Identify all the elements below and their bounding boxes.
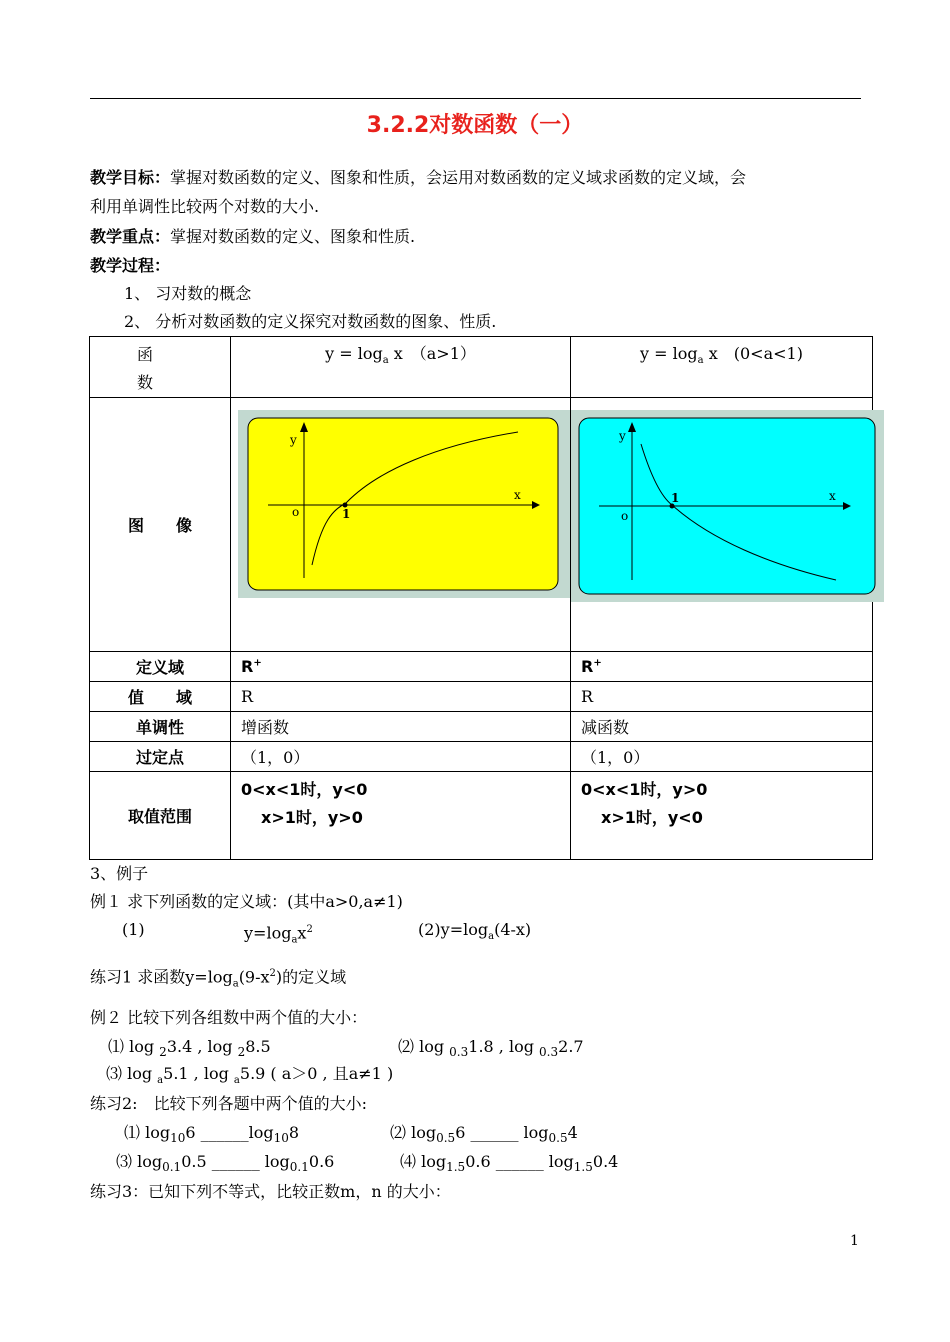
monotonic-left: 增函数 [231,712,571,742]
func-right-sub: a [697,355,704,367]
pr2-1s2: 10 [273,1131,289,1146]
pr2-3s2: 0.1 [289,1160,309,1175]
pr2-2a: ⑵ log [390,1123,437,1142]
example-2-part-2 [398,1035,584,1064]
pr1-sup: 2 [269,968,276,979]
pr2-1a: ⑴ log [124,1123,171,1142]
key-label: 教学重点： [90,227,171,246]
pr2-4s2: 1.5 [573,1160,593,1175]
fixed-point-row [90,742,873,772]
pr2-3s: 0.1 [162,1160,182,1175]
ex2-p3: ⑶ log [106,1064,158,1083]
graph-decreasing [571,410,884,602]
pr1-a: 练习1 求函数y=log [90,967,233,987]
func-left-text: y = log [325,344,383,363]
pr2-4s: 1.5 [446,1160,466,1175]
ex2-p1-sub2: 2 [237,1045,246,1060]
domain-right-sup: + [593,657,602,669]
example-1: 例１ 求下列函数的定义域：(其中a>0,a≠1) [90,892,403,911]
function-label-1: 函 [136,345,153,364]
y-label: y [619,429,626,443]
ex2-p2-b: 1.8 , log [468,1037,540,1056]
practice-3: 练习3：已知下列不等式，比较正数m，n 的大小： [90,1182,451,1201]
pr2-4b: 0.6 ______ log [465,1152,574,1171]
range-right: R [571,682,873,712]
func-right-text: y = log [640,344,698,363]
ex1-p1-sup: 2 [306,924,313,935]
ex1-p1-expr: y=log [244,923,292,943]
header-rule [90,98,861,99]
pr2-2s: 0.5 [436,1131,456,1146]
example-2: 例２ 比较下列各组数中两个值的大小： [90,1008,368,1027]
key-line [90,225,415,249]
value-range-left-2: x>1时，y>0 [261,808,363,827]
ex2-p2-sub2: 0.3 [539,1045,559,1060]
step-1: 1、 习对数的概念 [124,284,252,303]
one-label: 1 [342,507,351,521]
step-2: 2、 分析对数函数的定义探究对数函数的图象、性质. [124,312,497,331]
value-range-right-1: 0<x<1时，y>0 [581,780,708,799]
ex1-p2: (2)y=log [418,920,489,939]
practice-2-item-4 [400,1150,618,1179]
function-left [231,337,571,398]
example-2-part-3 [106,1062,393,1093]
monotonic-row [90,712,873,742]
page-number: 1 [850,1233,859,1249]
pr2-2b: 6 ______ log [455,1123,549,1142]
func-left-sub: a [382,355,389,367]
x-label: x [514,488,521,502]
process-label: 教学过程： [90,256,171,275]
value-range-left [231,772,571,860]
pr2-2s2: 0.5 [548,1131,568,1146]
graph-increasing [238,410,570,598]
domain-right-value: R [581,657,594,676]
domain-left-value: R [241,657,254,676]
pr2-1b: 6 ______log [185,1123,274,1142]
page-title: 3.2.2对数函数（一） [366,113,584,138]
monotonic-right: 减函数 [571,712,873,742]
pr2-1s: 10 [170,1131,186,1146]
pr2-3c: 0.6 [308,1152,335,1171]
goal-text-1: 掌握对数函数的定义、图象和性质，会运用对数函数的定义域求函数的定义域，会 [170,168,747,187]
practice-2-item-1 [124,1121,299,1150]
fixed-point-left: （1，0） [231,742,571,772]
ex2-p3-b: 5.1 , log [163,1064,234,1083]
range-left: R [231,682,571,712]
origin-label: o [621,509,629,523]
range-label: 值 域 [90,682,231,712]
value-range-label: 取值范围 [90,772,231,860]
image-label: 图 像 [90,398,231,652]
function-row [90,337,873,398]
pr2-1c: 8 [288,1123,300,1142]
value-range-right-2: x>1时，y<0 [601,808,703,827]
fixed-point-label: 过定点 [90,742,231,772]
ex1-p1-num: (1) [122,920,145,939]
domain-right [571,652,873,682]
pr2-2c: 4 [567,1123,578,1142]
monotonic-label: 单调性 [90,712,231,742]
pr1-c: )的定义域 [275,967,347,987]
ex1-p1-x: x [297,923,307,943]
pr2-4c: 0.4 [592,1152,619,1171]
domain-row [90,652,873,682]
pr1-sub: a [232,978,239,990]
pr1-b: (9-x [238,967,270,987]
func-left-rest: x （a>1） [388,344,476,363]
pr2-4a: ⑷ log [400,1152,447,1171]
value-range-right [571,772,873,860]
ex2-p1-b: 3.4 , log [166,1037,238,1056]
examples-heading: 3、例子 [90,864,149,883]
example-1-part-1 [122,918,145,942]
one-label: 1 [671,491,680,505]
fixed-point-right: （1，0） [571,742,873,772]
example-1-part-2 [418,918,531,949]
ex1-p2-rest: (4-x) [494,920,532,939]
ex1-p1-sub: a [291,934,298,946]
goal-line-2: 利用单调性比较两个对数的大小. [90,197,320,216]
ex2-p3-sub: a [157,1075,164,1087]
pr2-3b: 0.5 ______ log [181,1152,290,1171]
key-text: 掌握对数函数的定义、图象和性质. [170,227,416,246]
ex1-p2-sub: a [488,931,495,943]
domain-left-sup: + [253,657,262,669]
ex2-p1: ⑴ log [108,1037,160,1056]
example-1-part-1-expr [244,918,313,953]
function-label [90,337,231,398]
value-range-row [90,772,873,860]
range-row [90,682,873,712]
practice-2-item-2 [390,1121,578,1150]
ex2-p1-c: 8.5 [245,1037,271,1056]
value-range-left-1: 0<x<1时，y<0 [241,780,368,799]
goal-line-1 [90,166,746,190]
ex2-p2-sub: 0.3 [449,1045,469,1060]
domain-left [231,652,571,682]
practice-2-item-3 [116,1150,334,1179]
ex2-p1-sub: 2 [159,1045,167,1060]
practice-1 [90,962,346,997]
pr2-3a: ⑶ log [116,1152,163,1171]
goal-label: 教学目标： [90,168,171,187]
x-label: x [829,489,836,503]
function-right [571,337,873,398]
example-2-part-1 [108,1035,271,1064]
practice-2: 练习2: 比较下列各题中两个值的大小: [90,1094,367,1113]
ex2-p2: ⑵ log [398,1037,450,1056]
func-right-rest: x (0<a<1) [703,344,803,363]
ex2-p2-c: 2.7 [558,1037,584,1056]
ex2-p3-c: 5.9 ( a＞0 , 且a≠1 ) [239,1064,394,1083]
ex2-p3-sub2: a [233,1075,240,1087]
function-label-2: 数 [136,373,153,392]
origin-label: o [292,505,300,519]
domain-label: 定义域 [90,652,231,682]
y-label: y [290,433,297,447]
